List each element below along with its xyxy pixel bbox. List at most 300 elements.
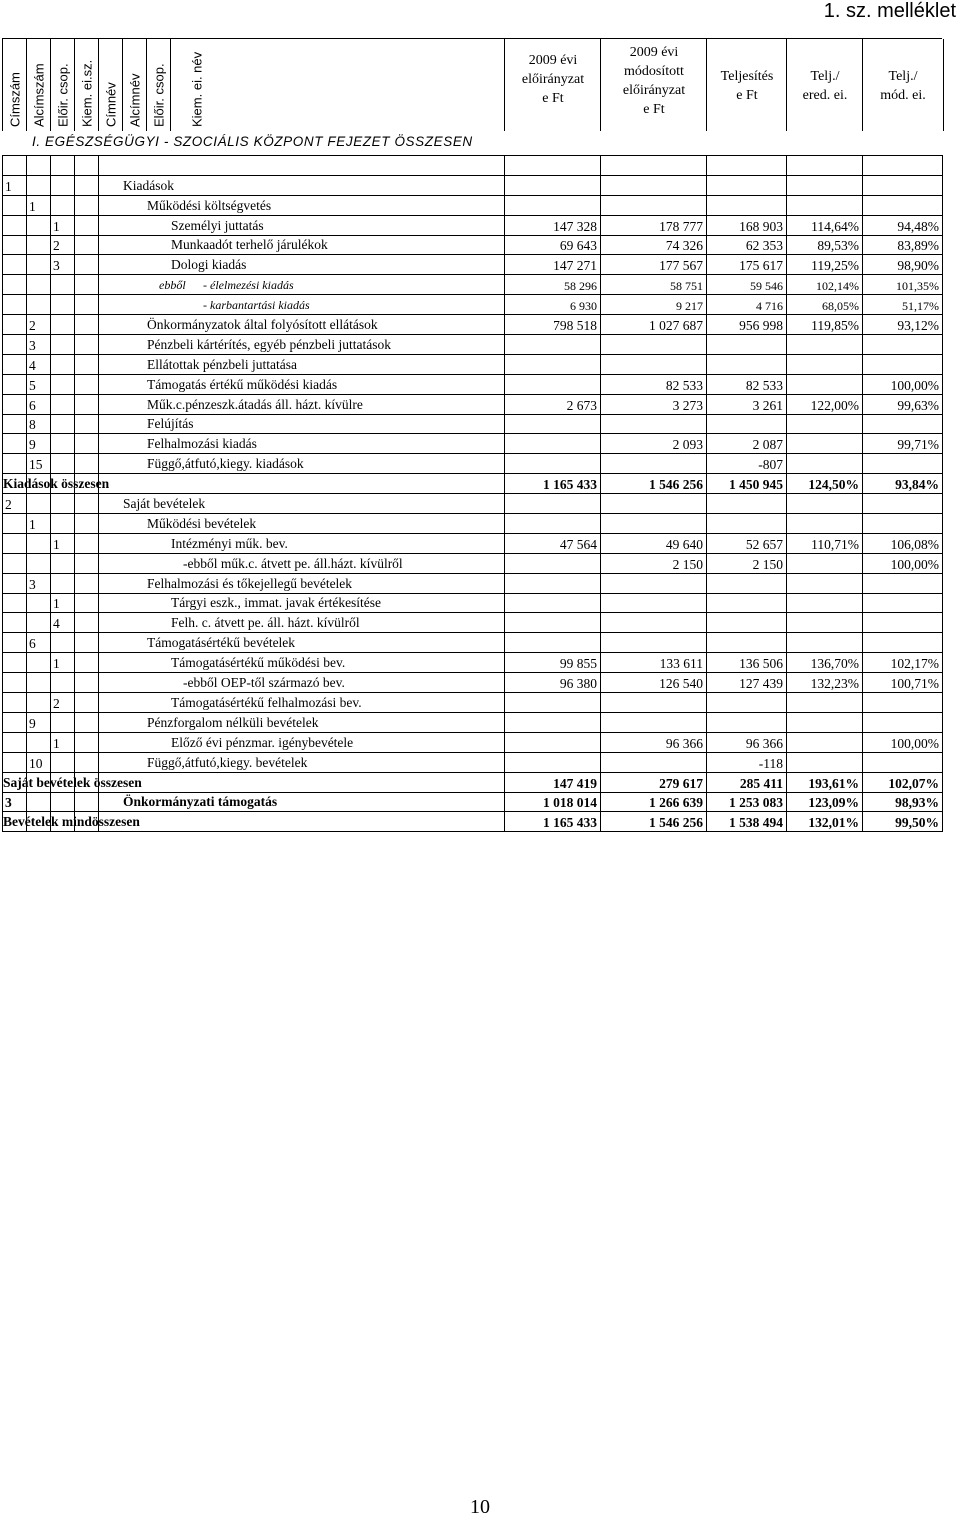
code-cell — [51, 673, 75, 693]
row-label-cell — [3, 772, 505, 792]
row-label-cell — [99, 533, 505, 553]
code-cell: 1 — [51, 593, 75, 613]
value-cell — [707, 156, 787, 176]
value-cell: 1 546 256 — [601, 474, 707, 494]
value-cell: 89,53% — [787, 235, 863, 255]
code-cell — [51, 275, 75, 295]
code-cell: 3 — [27, 335, 51, 355]
row-label-cell — [99, 553, 505, 573]
row-label: Függő,átfutó,kiegy. kiadások — [147, 456, 304, 472]
code-cell — [27, 553, 51, 573]
row-label-cell — [99, 354, 505, 374]
code-cell — [75, 354, 99, 374]
value-cell: 96 366 — [707, 732, 787, 752]
value-cell — [505, 354, 601, 374]
code-cell — [27, 255, 51, 275]
code-cell — [51, 295, 75, 315]
value-cell — [863, 175, 943, 195]
row-label-cell — [99, 255, 505, 275]
value-cell — [601, 633, 707, 653]
code-cell — [3, 275, 27, 295]
code-cell — [3, 653, 27, 673]
code-cell — [27, 732, 51, 752]
value-cell — [787, 494, 863, 514]
code-cell: 9 — [27, 712, 51, 732]
code-cell — [3, 335, 27, 355]
value-cell — [863, 573, 943, 593]
value-cell: 1 546 256 — [601, 812, 707, 832]
value-cell: 83,89% — [863, 235, 943, 255]
value-cell — [601, 752, 707, 772]
value-cell: 47 564 — [505, 533, 601, 553]
code-cell — [51, 394, 75, 414]
table-row — [3, 255, 943, 275]
table-row — [3, 573, 943, 593]
value-cell: 1 018 014 — [505, 792, 601, 812]
code-cell — [75, 374, 99, 394]
header-col-alcimszam: Alcímszám — [26, 39, 51, 131]
code-cell: 3 — [27, 573, 51, 593]
code-cell: 4 — [51, 613, 75, 633]
value-cell — [787, 613, 863, 633]
value-cell: 69 643 — [505, 235, 601, 255]
row-label-cell — [99, 374, 505, 394]
table-row — [3, 693, 943, 713]
value-cell: 279 617 — [601, 772, 707, 792]
value-cell — [505, 514, 601, 534]
row-label-cell — [99, 335, 505, 355]
code-cell — [75, 792, 99, 812]
table-row — [3, 235, 943, 255]
code-cell: 6 — [27, 394, 51, 414]
code-cell — [3, 354, 27, 374]
code-cell — [3, 693, 27, 713]
header-col-ratio-original: Telj./ ered. ei. — [786, 39, 863, 131]
code-cell — [75, 673, 99, 693]
code-cell — [75, 653, 99, 673]
value-cell — [601, 454, 707, 474]
value-cell: 100,00% — [863, 732, 943, 752]
value-cell — [601, 593, 707, 613]
code-cell — [75, 335, 99, 355]
value-cell: 168 903 — [707, 215, 787, 235]
value-cell: 147 271 — [505, 255, 601, 275]
value-cell — [601, 712, 707, 732]
code-cell — [75, 235, 99, 255]
value-cell: 100,71% — [863, 673, 943, 693]
row-label-cell — [99, 593, 505, 613]
value-cell — [601, 175, 707, 195]
value-cell — [863, 454, 943, 474]
value-cell — [601, 494, 707, 514]
value-cell — [505, 175, 601, 195]
code-cell — [3, 295, 27, 315]
value-cell — [505, 752, 601, 772]
value-cell: 123,09% — [787, 792, 863, 812]
value-cell: -807 — [707, 454, 787, 474]
table-row — [3, 275, 943, 295]
code-cell — [3, 633, 27, 653]
value-cell — [707, 573, 787, 593]
value-cell — [787, 573, 863, 593]
value-cell — [787, 593, 863, 613]
value-cell: 6 930 — [505, 295, 601, 315]
code-cell — [51, 434, 75, 454]
code-cell: 5 — [27, 374, 51, 394]
code-cell — [75, 693, 99, 713]
table-row — [3, 434, 943, 454]
code-cell — [51, 712, 75, 732]
code-cell — [3, 613, 27, 633]
table-row — [3, 553, 943, 573]
code-cell — [75, 195, 99, 215]
value-cell: 102,07% — [863, 772, 943, 792]
value-cell: 99,71% — [863, 434, 943, 454]
value-cell — [601, 693, 707, 713]
code-cell — [75, 752, 99, 772]
value-cell — [863, 414, 943, 434]
row-label: Önkormányzati támogatás — [123, 794, 278, 810]
value-cell — [787, 354, 863, 374]
value-cell: 51,17% — [863, 295, 943, 315]
value-cell — [601, 195, 707, 215]
value-cell — [601, 335, 707, 355]
value-cell: 96 366 — [601, 732, 707, 752]
value-cell: 99 855 — [505, 653, 601, 673]
table-row — [3, 215, 943, 235]
code-cell — [51, 414, 75, 434]
row-label-cell — [99, 633, 505, 653]
value-cell: 1 165 433 — [505, 812, 601, 832]
value-cell — [505, 374, 601, 394]
value-cell — [505, 593, 601, 613]
budget-table — [2, 155, 943, 832]
code-cell — [75, 156, 99, 176]
value-cell: 9 217 — [601, 295, 707, 315]
code-cell — [51, 752, 75, 772]
value-cell — [707, 712, 787, 732]
code-cell — [3, 573, 27, 593]
table-row — [3, 414, 943, 434]
value-cell: 58 751 — [601, 275, 707, 295]
value-cell: 94,48% — [863, 215, 943, 235]
row-label: Felhalmozási kiadás — [147, 436, 257, 452]
code-cell — [3, 215, 27, 235]
value-cell: 82 533 — [707, 374, 787, 394]
row-label-cell — [99, 235, 505, 255]
table-row — [3, 494, 943, 514]
row-label: Előző évi pénzmar. igénybevétele — [171, 734, 354, 750]
code-cell — [51, 553, 75, 573]
code-cell — [3, 434, 27, 454]
row-label-cell — [99, 653, 505, 673]
code-cell: 2 — [27, 315, 51, 335]
row-label: Személyi juttatás — [171, 217, 264, 233]
table-row — [3, 613, 943, 633]
value-cell — [601, 573, 707, 593]
code-cell — [3, 732, 27, 752]
code-cell — [27, 295, 51, 315]
value-cell — [707, 175, 787, 195]
value-cell — [707, 195, 787, 215]
code-cell — [75, 533, 99, 553]
table-row — [3, 156, 943, 176]
row-label: - élelmezési kiadás — [203, 278, 294, 293]
value-cell: 98,90% — [863, 255, 943, 275]
row-label-cell — [99, 673, 505, 693]
value-cell: 59 546 — [707, 275, 787, 295]
value-cell — [707, 354, 787, 374]
value-cell — [787, 553, 863, 573]
value-cell — [787, 195, 863, 215]
row-label: Munkaadót terhelő járulékok — [171, 237, 328, 253]
code-cell — [3, 752, 27, 772]
row-label: Intézményi műk. bev. — [171, 535, 288, 551]
code-cell — [75, 315, 99, 335]
row-label-cell — [3, 474, 505, 494]
row-label: Műk.c.pénzeszk.átadás áll. házt. kívülre — [147, 396, 363, 412]
code-cell — [75, 553, 99, 573]
header-col-cimszam: Címszám — [2, 39, 27, 131]
code-cell — [75, 613, 99, 633]
value-cell: 132,01% — [787, 812, 863, 832]
row-label-cell — [99, 315, 505, 335]
code-cell: 4 — [27, 354, 51, 374]
table-row — [3, 633, 943, 653]
row-label-cell — [99, 454, 505, 474]
value-cell — [863, 693, 943, 713]
row-label: Önkormányzatok által folyósított ellátások — [147, 317, 378, 333]
value-cell: 126 540 — [601, 673, 707, 693]
row-prefix: ebből — [159, 278, 186, 293]
value-cell: 124,50% — [787, 474, 863, 494]
table-row — [3, 374, 943, 394]
value-cell: 285 411 — [707, 772, 787, 792]
table-row — [3, 175, 943, 195]
code-cell: 15 — [27, 454, 51, 474]
value-cell — [601, 414, 707, 434]
value-cell — [505, 573, 601, 593]
row-label-cell — [99, 295, 505, 315]
code-cell — [3, 712, 27, 732]
code-cell: 1 — [27, 195, 51, 215]
table-row — [3, 752, 943, 772]
table-row — [3, 335, 943, 355]
code-cell — [51, 494, 75, 514]
value-cell — [707, 514, 787, 534]
code-cell: 1 — [3, 175, 27, 195]
code-cell — [27, 494, 51, 514]
value-cell: 99,63% — [863, 394, 943, 414]
row-label-cell — [99, 215, 505, 235]
value-cell — [863, 514, 943, 534]
value-cell: 133 611 — [601, 653, 707, 673]
value-cell: 96 380 — [505, 673, 601, 693]
code-cell — [27, 275, 51, 295]
code-cell — [3, 315, 27, 335]
value-cell — [505, 195, 601, 215]
value-cell — [787, 454, 863, 474]
value-cell: 68,05% — [787, 295, 863, 315]
code-cell — [75, 494, 99, 514]
code-cell — [75, 593, 99, 613]
code-cell — [51, 354, 75, 374]
row-label: -ebből műk.c. átvett pe. áll.házt. kívülről — [183, 555, 403, 571]
code-cell — [3, 255, 27, 275]
value-cell — [505, 454, 601, 474]
value-cell — [505, 693, 601, 713]
table-row — [3, 593, 943, 613]
row-label: Saját bevételek — [123, 496, 206, 512]
value-cell — [787, 156, 863, 176]
code-cell — [75, 295, 99, 315]
value-cell: 100,00% — [863, 374, 943, 394]
value-cell — [505, 553, 601, 573]
code-cell — [3, 673, 27, 693]
value-cell: 4 716 — [707, 295, 787, 315]
value-cell: 2 150 — [707, 553, 787, 573]
code-cell — [75, 434, 99, 454]
row-label-cell — [99, 275, 505, 295]
row-label-cell — [99, 514, 505, 534]
value-cell — [863, 156, 943, 176]
code-cell — [51, 374, 75, 394]
table-row — [3, 195, 943, 215]
row-label: Kiadások — [123, 177, 174, 193]
table-row — [3, 315, 943, 335]
value-cell — [863, 494, 943, 514]
value-cell — [601, 613, 707, 633]
code-cell — [75, 414, 99, 434]
value-cell: 119,25% — [787, 255, 863, 275]
value-cell — [863, 613, 943, 633]
table-row — [3, 474, 943, 494]
value-cell: 100,00% — [863, 553, 943, 573]
value-cell: 2 087 — [707, 434, 787, 454]
code-cell — [3, 414, 27, 434]
code-cell — [75, 394, 99, 414]
code-cell — [3, 514, 27, 534]
value-cell — [505, 633, 601, 653]
header-col-ratio-modified: Telj./ mód. ei. — [862, 39, 944, 131]
value-cell: 119,85% — [787, 315, 863, 335]
value-cell: 52 657 — [707, 533, 787, 553]
code-cell — [51, 573, 75, 593]
value-cell: 62 353 — [707, 235, 787, 255]
row-label-cell — [99, 494, 505, 514]
value-cell: 1 027 687 — [601, 315, 707, 335]
value-cell — [863, 633, 943, 653]
table-row — [3, 533, 943, 553]
code-cell — [51, 195, 75, 215]
code-cell: 6 — [27, 633, 51, 653]
row-label: Pénzbeli kártérítés, egyéb pénzbeli juttatások — [147, 336, 392, 352]
row-label-cell — [99, 573, 505, 593]
code-cell: 2 — [3, 494, 27, 514]
value-cell — [787, 732, 863, 752]
value-cell: 114,64% — [787, 215, 863, 235]
value-cell: 1 165 433 — [505, 474, 601, 494]
value-cell: 798 518 — [505, 315, 601, 335]
table-row — [3, 454, 943, 474]
value-cell — [505, 414, 601, 434]
code-cell: 1 — [51, 215, 75, 235]
code-cell — [75, 454, 99, 474]
value-cell: 3 261 — [707, 394, 787, 414]
value-cell: 3 273 — [601, 394, 707, 414]
code-cell: 10 — [27, 752, 51, 772]
value-cell: 106,08% — [863, 533, 943, 553]
code-cell — [3, 374, 27, 394]
table-row — [3, 354, 943, 374]
value-cell — [601, 354, 707, 374]
row-label-cell — [99, 693, 505, 713]
value-cell — [863, 752, 943, 772]
value-cell: 132,23% — [787, 673, 863, 693]
row-label-cell — [99, 156, 505, 176]
value-cell — [787, 514, 863, 534]
header-col-kiem-ei-nev: Kiem. ei. név — [170, 39, 505, 131]
row-label: Működési költségvetés — [147, 197, 272, 213]
code-cell — [27, 613, 51, 633]
code-cell — [3, 593, 27, 613]
row-label: Függő,átfutó,kiegy. bevételek — [147, 754, 308, 770]
row-label: Támogatás értékű működési kiadás — [147, 376, 338, 392]
row-label: Bevételek mindösszesen — [3, 814, 140, 830]
code-cell: 1 — [51, 653, 75, 673]
value-cell — [787, 434, 863, 454]
value-cell — [787, 633, 863, 653]
value-cell — [787, 374, 863, 394]
value-cell — [787, 752, 863, 772]
value-cell: 101,35% — [863, 275, 943, 295]
table-row — [3, 792, 943, 812]
value-cell: 82 533 — [601, 374, 707, 394]
value-cell: 58 296 — [505, 275, 601, 295]
code-cell — [51, 454, 75, 474]
code-cell — [51, 633, 75, 653]
code-cell — [51, 792, 75, 812]
row-label-cell — [99, 712, 505, 732]
row-label-cell — [99, 792, 505, 812]
value-cell: 1 450 945 — [707, 474, 787, 494]
value-cell — [787, 335, 863, 355]
header-col-actual: Teljesítés e Ft — [706, 39, 787, 131]
value-cell: 102,17% — [863, 653, 943, 673]
code-cell — [75, 175, 99, 195]
value-cell: 2 150 — [601, 553, 707, 573]
code-cell — [75, 275, 99, 295]
code-cell — [3, 195, 27, 215]
value-cell: 956 998 — [707, 315, 787, 335]
row-label: Működési bevételek — [147, 515, 257, 531]
value-cell — [505, 434, 601, 454]
row-label: Támogatásértékű működési bev. — [171, 655, 346, 671]
value-cell — [707, 633, 787, 653]
code-cell: 3 — [3, 792, 27, 812]
code-cell — [51, 175, 75, 195]
page-number: 10 — [470, 1496, 490, 1518]
value-cell: 136 506 — [707, 653, 787, 673]
row-label-cell — [99, 414, 505, 434]
code-cell — [51, 514, 75, 534]
value-cell: 147 328 — [505, 215, 601, 235]
row-label: Támogatásértékű felhalmozási bev. — [171, 694, 362, 710]
header-col-cimnev: Címnév — [98, 39, 123, 131]
value-cell: 93,12% — [863, 315, 943, 335]
value-cell: 1 538 494 — [707, 812, 787, 832]
value-cell — [787, 712, 863, 732]
